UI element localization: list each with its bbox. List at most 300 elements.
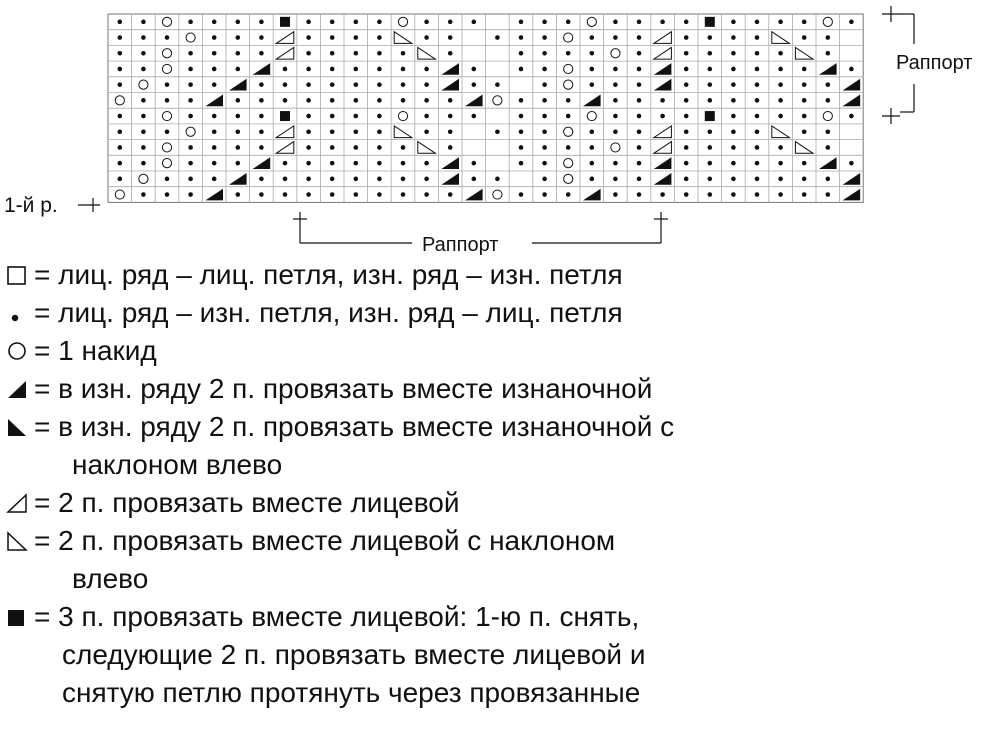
cell-purl-stitch (684, 145, 689, 150)
cell-three-together (280, 111, 290, 121)
cell-purl-stitch (141, 51, 146, 56)
cell-purl-stitch (188, 98, 193, 103)
cell-purl-stitch (165, 98, 170, 103)
legend-text: = в изн. ряду 2 п. провязать вместе изнаночной (34, 373, 653, 404)
cell-purl-stitch (141, 20, 146, 25)
cell-purl-stitch (330, 51, 335, 56)
cell-purl-stitch (519, 114, 524, 119)
cell-purl-stitch (212, 129, 217, 134)
cell-purl-stitch (401, 82, 406, 87)
cell-purl-stitch (637, 20, 642, 25)
cell-purl-stitch (708, 51, 713, 56)
cell-purl-stitch (637, 98, 642, 103)
cell-purl-stitch (424, 192, 429, 197)
cell-purl-stitch (731, 192, 736, 197)
cell-purl-stitch (165, 177, 170, 182)
cell-purl-stitch (684, 129, 689, 134)
legend-text: = 3 п. провязать вместе лицевой: 1-ю п. снять, (34, 601, 640, 632)
cell-purl-stitch (613, 20, 618, 25)
repeat-bottom-label: Раппорт (422, 234, 499, 256)
cell-purl-stitch (306, 177, 311, 182)
cell-purl-stitch (212, 67, 217, 72)
cell-purl-stitch (542, 35, 547, 40)
cell-purl-stitch (708, 67, 713, 72)
cell-purl-stitch (259, 98, 264, 103)
cell-purl-stitch (472, 114, 477, 119)
cell-purl-stitch (637, 161, 642, 166)
cell-purl-stitch (424, 129, 429, 134)
cell-purl-stitch (566, 145, 571, 150)
cell-purl-stitch (802, 177, 807, 182)
cell-purl-stitch (118, 35, 123, 40)
cell-purl-stitch (377, 35, 382, 40)
cell-purl-stitch (330, 98, 335, 103)
cell-purl-stitch (306, 51, 311, 56)
legend-item-continuation (6, 446, 996, 484)
cell-purl-stitch (306, 129, 311, 134)
cell-purl-stitch (212, 177, 217, 182)
cell-purl-stitch (118, 177, 123, 182)
legend-text: снятую петлю протянуть через провязанные (62, 677, 641, 708)
cell-purl-stitch (802, 114, 807, 119)
cell-purl-stitch (590, 129, 595, 134)
cell-purl-stitch (283, 98, 288, 103)
cell-purl-stitch (778, 82, 783, 87)
cell-purl-stitch (259, 114, 264, 119)
cell-purl-stitch (188, 177, 193, 182)
cell-purl-stitch (542, 145, 547, 150)
cell-purl-stitch (826, 82, 831, 87)
cell-purl-stitch (613, 98, 618, 103)
purl-2tog-right-icon (6, 370, 28, 408)
cell-purl-stitch (448, 20, 453, 25)
cell-purl-stitch (684, 51, 689, 56)
cell-purl-stitch (212, 82, 217, 87)
legend-item-continuation (6, 636, 996, 674)
cell-purl-stitch (118, 161, 123, 166)
cell-purl-stitch (637, 114, 642, 119)
legend-item (6, 294, 996, 332)
cell-purl-stitch (401, 192, 406, 197)
legend-item-continuation (6, 674, 996, 712)
legend-item-continuation (6, 560, 996, 598)
legend-item (6, 332, 996, 370)
cell-purl-stitch (708, 177, 713, 182)
cell-purl-stitch (259, 129, 264, 134)
cell-purl-stitch (566, 20, 571, 25)
cell-purl-stitch (354, 35, 359, 40)
cell-purl-stitch (755, 177, 760, 182)
cell-purl-stitch (141, 129, 146, 134)
cell-purl-stitch (330, 161, 335, 166)
cell-purl-stitch (731, 177, 736, 182)
cell-purl-stitch (306, 98, 311, 103)
cell-purl-stitch (637, 82, 642, 87)
cell-purl-stitch (660, 98, 665, 103)
cell-purl-stitch (377, 129, 382, 134)
cell-purl-stitch (330, 82, 335, 87)
cell-purl-stitch (519, 20, 524, 25)
cell-purl-stitch (826, 35, 831, 40)
cell-purl-stitch (755, 98, 760, 103)
cell-purl-stitch (519, 98, 524, 103)
cell-purl-stitch (731, 51, 736, 56)
cell-purl-stitch (542, 161, 547, 166)
cell-purl-stitch (377, 20, 382, 25)
cell-purl-stitch (141, 192, 146, 197)
cell-purl-stitch (377, 51, 382, 56)
cell-purl-stitch (684, 82, 689, 87)
cell-purl-stitch (283, 161, 288, 166)
cell-purl-stitch (708, 35, 713, 40)
cell-purl-stitch (755, 114, 760, 119)
cell-purl-stitch (424, 67, 429, 72)
cell-purl-stitch (755, 51, 760, 56)
cell-purl-stitch (306, 192, 311, 197)
cell-purl-stitch (566, 114, 571, 119)
cell-purl-stitch (731, 82, 736, 87)
cell-purl-stitch (708, 98, 713, 103)
legend-text: наклоном влево (72, 449, 283, 480)
cell-purl-stitch (259, 145, 264, 150)
cell-purl-stitch (306, 114, 311, 119)
cell-purl-stitch (424, 98, 429, 103)
cell-purl-stitch (684, 20, 689, 25)
cell-purl-stitch (401, 67, 406, 72)
legend-text: = лиц. ряд – лиц. петля, изн. ряд – изн. петля (34, 259, 623, 290)
cell-purl-stitch (778, 51, 783, 56)
cell-purl-stitch (778, 161, 783, 166)
cell-purl-stitch (212, 20, 217, 25)
cell-purl-stitch (424, 82, 429, 87)
cell-purl-stitch (755, 192, 760, 197)
cell-three-together (705, 17, 715, 27)
cell-purl-stitch (283, 192, 288, 197)
cell-purl-stitch (354, 161, 359, 166)
cell-purl-stitch (849, 20, 854, 25)
cell-purl-stitch (212, 51, 217, 56)
cell-purl-stitch (259, 35, 264, 40)
cell-purl-stitch (330, 114, 335, 119)
cell-purl-stitch (212, 145, 217, 150)
cell-purl-stitch (542, 129, 547, 134)
cell-purl-stitch (519, 192, 524, 197)
legend-text: влево (72, 563, 149, 594)
cell-purl-stitch (354, 145, 359, 150)
cell-purl-stitch (259, 20, 264, 25)
cell-purl-stitch (519, 51, 524, 56)
cell-purl-stitch (448, 35, 453, 40)
cell-purl-stitch (590, 82, 595, 87)
cell-purl-stitch (826, 51, 831, 56)
cell-purl-stitch (613, 114, 618, 119)
cell-purl-stitch (306, 145, 311, 150)
cell-purl-stitch (495, 177, 500, 182)
cell-purl-stitch (354, 192, 359, 197)
cell-purl-stitch (188, 20, 193, 25)
cell-purl-stitch (283, 82, 288, 87)
legend-text: = лиц. ряд – изн. петля, изн. ряд – лиц. петля (34, 297, 623, 328)
cell-purl-stitch (542, 51, 547, 56)
cell-purl-stitch (542, 192, 547, 197)
cell-purl-stitch (165, 129, 170, 134)
cell-purl-stitch (778, 192, 783, 197)
cell-purl-stitch (141, 35, 146, 40)
knitting-chart (0, 0, 1000, 256)
legend-item (6, 484, 996, 522)
cell-purl-stitch (590, 177, 595, 182)
cell-purl-stitch (401, 98, 406, 103)
cell-purl-stitch (448, 192, 453, 197)
cell-purl-stitch (330, 129, 335, 134)
cell-purl-stitch (802, 82, 807, 87)
cell-purl-stitch (377, 192, 382, 197)
cell-purl-stitch (849, 114, 854, 119)
cell-purl-stitch (330, 177, 335, 182)
cell-purl-stitch (778, 20, 783, 25)
cell-purl-stitch (401, 145, 406, 150)
cell-purl-stitch (377, 67, 382, 72)
yarn-over-circle-icon (6, 332, 28, 370)
cell-purl-stitch (684, 161, 689, 166)
cell-purl-stitch (826, 192, 831, 197)
cell-purl-stitch (566, 51, 571, 56)
cell-purl-stitch (684, 98, 689, 103)
cell-purl-stitch (141, 161, 146, 166)
cell-purl-stitch (495, 129, 500, 134)
cell-purl-stitch (165, 35, 170, 40)
cell-purl-stitch (165, 82, 170, 87)
cell-purl-stitch (826, 177, 831, 182)
legend-text: = 1 накид (34, 335, 157, 366)
cell-purl-stitch (660, 192, 665, 197)
cell-purl-stitch (613, 192, 618, 197)
cell-purl-stitch (188, 82, 193, 87)
cell-purl-stitch (731, 145, 736, 150)
cell-purl-stitch (755, 161, 760, 166)
cell-purl-stitch (330, 192, 335, 197)
cell-purl-stitch (660, 114, 665, 119)
cell-purl-stitch (377, 161, 382, 166)
cell-purl-stitch (330, 35, 335, 40)
cell-purl-stitch (377, 98, 382, 103)
cell-purl-stitch (424, 114, 429, 119)
cell-purl-stitch (613, 82, 618, 87)
cell-purl-stitch (188, 51, 193, 56)
cell-purl-stitch (731, 98, 736, 103)
cell-purl-stitch (212, 114, 217, 119)
cell-purl-stitch (755, 67, 760, 72)
cell-purl-stitch (802, 20, 807, 25)
cell-purl-stitch (377, 114, 382, 119)
cell-purl-stitch (424, 177, 429, 182)
cell-purl-stitch (778, 67, 783, 72)
cell-purl-stitch (519, 161, 524, 166)
cell-purl-stitch (236, 67, 241, 72)
legend-item (6, 598, 996, 636)
cell-purl-stitch (118, 129, 123, 134)
cell-purl-stitch (731, 35, 736, 40)
cell-purl-stitch (590, 145, 595, 150)
cell-purl-stitch (188, 161, 193, 166)
knit-2tog-right-icon (6, 484, 28, 522)
cell-purl-stitch (306, 82, 311, 87)
cell-three-together (705, 111, 715, 121)
cell-purl-stitch (118, 82, 123, 87)
cell-purl-stitch (118, 20, 123, 25)
legend (6, 256, 996, 712)
cell-purl-stitch (306, 20, 311, 25)
cell-purl-stitch (802, 35, 807, 40)
cell-purl-stitch (708, 82, 713, 87)
cell-purl-stitch (684, 177, 689, 182)
cell-purl-stitch (448, 114, 453, 119)
cell-purl-stitch (236, 35, 241, 40)
cell-purl-stitch (377, 82, 382, 87)
cell-purl-stitch (354, 82, 359, 87)
cell-purl-stitch (590, 67, 595, 72)
knit-2tog-left-icon (6, 522, 28, 560)
legend-item (6, 370, 996, 408)
legend-item (6, 522, 996, 560)
cell-purl-stitch (684, 35, 689, 40)
cell-purl-stitch (519, 145, 524, 150)
cell-purl-stitch (283, 67, 288, 72)
cell-purl-stitch (802, 67, 807, 72)
row-1-label: 1-й р. (4, 194, 58, 217)
cell-purl-stitch (731, 67, 736, 72)
cell-purl-stitch (165, 192, 170, 197)
cell-purl-stitch (613, 161, 618, 166)
cell-three-together (280, 17, 290, 27)
cell-purl-stitch (826, 129, 831, 134)
knit-square-icon (6, 256, 28, 294)
cell-purl-stitch (401, 161, 406, 166)
cell-purl-stitch (590, 35, 595, 40)
cell-purl-stitch (141, 114, 146, 119)
legend-text: следующие 2 п. провязать вместе лицевой и (62, 639, 646, 670)
cell-purl-stitch (448, 98, 453, 103)
cell-purl-stitch (236, 161, 241, 166)
cell-purl-stitch (236, 114, 241, 119)
cell-purl-stitch (236, 145, 241, 150)
cell-purl-stitch (542, 98, 547, 103)
cell-purl-stitch (259, 51, 264, 56)
cell-purl-stitch (613, 67, 618, 72)
cell-purl-stitch (259, 82, 264, 87)
cell-purl-stitch (778, 145, 783, 150)
cell-purl-stitch (212, 161, 217, 166)
cell-purl-stitch (542, 114, 547, 119)
cell-purl-stitch (188, 67, 193, 72)
cell-purl-stitch (354, 20, 359, 25)
cell-purl-stitch (637, 35, 642, 40)
cell-purl-stitch (708, 161, 713, 166)
cell-purl-stitch (637, 177, 642, 182)
cell-purl-stitch (731, 161, 736, 166)
chart-grid (108, 14, 863, 202)
cell-purl-stitch (802, 192, 807, 197)
cell-purl-stitch (354, 177, 359, 182)
cell-purl-stitch (708, 192, 713, 197)
cell-purl-stitch (236, 20, 241, 25)
cell-purl-stitch (354, 51, 359, 56)
cell-purl-stitch (424, 35, 429, 40)
legend-text: = в изн. ряду 2 п. провязать вместе изнаночной с (34, 411, 675, 442)
cell-purl-stitch (731, 129, 736, 134)
cell-purl-stitch (613, 35, 618, 40)
three-together-square-icon (6, 598, 28, 636)
legend-text: = 2 п. провязать вместе лицевой с наклоном (34, 525, 616, 556)
cell-purl-stitch (778, 114, 783, 119)
cell-purl-stitch (306, 161, 311, 166)
cell-purl-stitch (472, 67, 477, 72)
cell-purl-stitch (849, 161, 854, 166)
cell-purl-stitch (566, 98, 571, 103)
cell-purl-stitch (684, 114, 689, 119)
cell-purl-stitch (212, 35, 217, 40)
cell-purl-stitch (778, 177, 783, 182)
cell-purl-stitch (849, 67, 854, 72)
cell-purl-stitch (236, 51, 241, 56)
cell-purl-stitch (259, 192, 264, 197)
cell-purl-stitch (755, 129, 760, 134)
cell-purl-stitch (684, 192, 689, 197)
cell-purl-stitch (188, 145, 193, 150)
cell-purl-stitch (472, 20, 477, 25)
cell-purl-stitch (660, 20, 665, 25)
cell-purl-stitch (731, 114, 736, 119)
cell-purl-stitch (778, 98, 783, 103)
cell-purl-stitch (118, 114, 123, 119)
cell-purl-stitch (542, 67, 547, 72)
cell-purl-stitch (188, 114, 193, 119)
cell-purl-stitch (354, 98, 359, 103)
cell-purl-stitch (542, 177, 547, 182)
legend-text: = 2 п. провязать вместе лицевой (34, 487, 460, 518)
cell-purl-stitch (519, 67, 524, 72)
cell-purl-stitch (566, 192, 571, 197)
cell-purl-stitch (755, 145, 760, 150)
cell-purl-stitch (637, 192, 642, 197)
cell-purl-stitch (330, 145, 335, 150)
cell-purl-stitch (802, 98, 807, 103)
cell-purl-stitch (826, 145, 831, 150)
cell-purl-stitch (306, 67, 311, 72)
cell-purl-stitch (613, 129, 618, 134)
cell-purl-stitch (519, 35, 524, 40)
legend-item (6, 256, 996, 294)
cell-purl-stitch (401, 51, 406, 56)
purl-2tog-left-icon (6, 408, 28, 446)
cell-purl-stitch (826, 98, 831, 103)
cell-purl-stitch (354, 129, 359, 134)
cell-purl-stitch (802, 161, 807, 166)
cell-purl-stitch (684, 67, 689, 72)
cell-purl-stitch (401, 177, 406, 182)
cell-purl-stitch (613, 177, 618, 182)
cell-purl-stitch (590, 51, 595, 56)
cell-purl-stitch (330, 67, 335, 72)
cell-purl-stitch (637, 67, 642, 72)
cell-purl-stitch (448, 51, 453, 56)
cell-purl-stitch (118, 67, 123, 72)
cell-purl-stitch (755, 35, 760, 40)
cell-purl-stitch (448, 129, 453, 134)
cell-purl-stitch (354, 67, 359, 72)
cell-purl-stitch (731, 20, 736, 25)
cell-purl-stitch (755, 20, 760, 25)
